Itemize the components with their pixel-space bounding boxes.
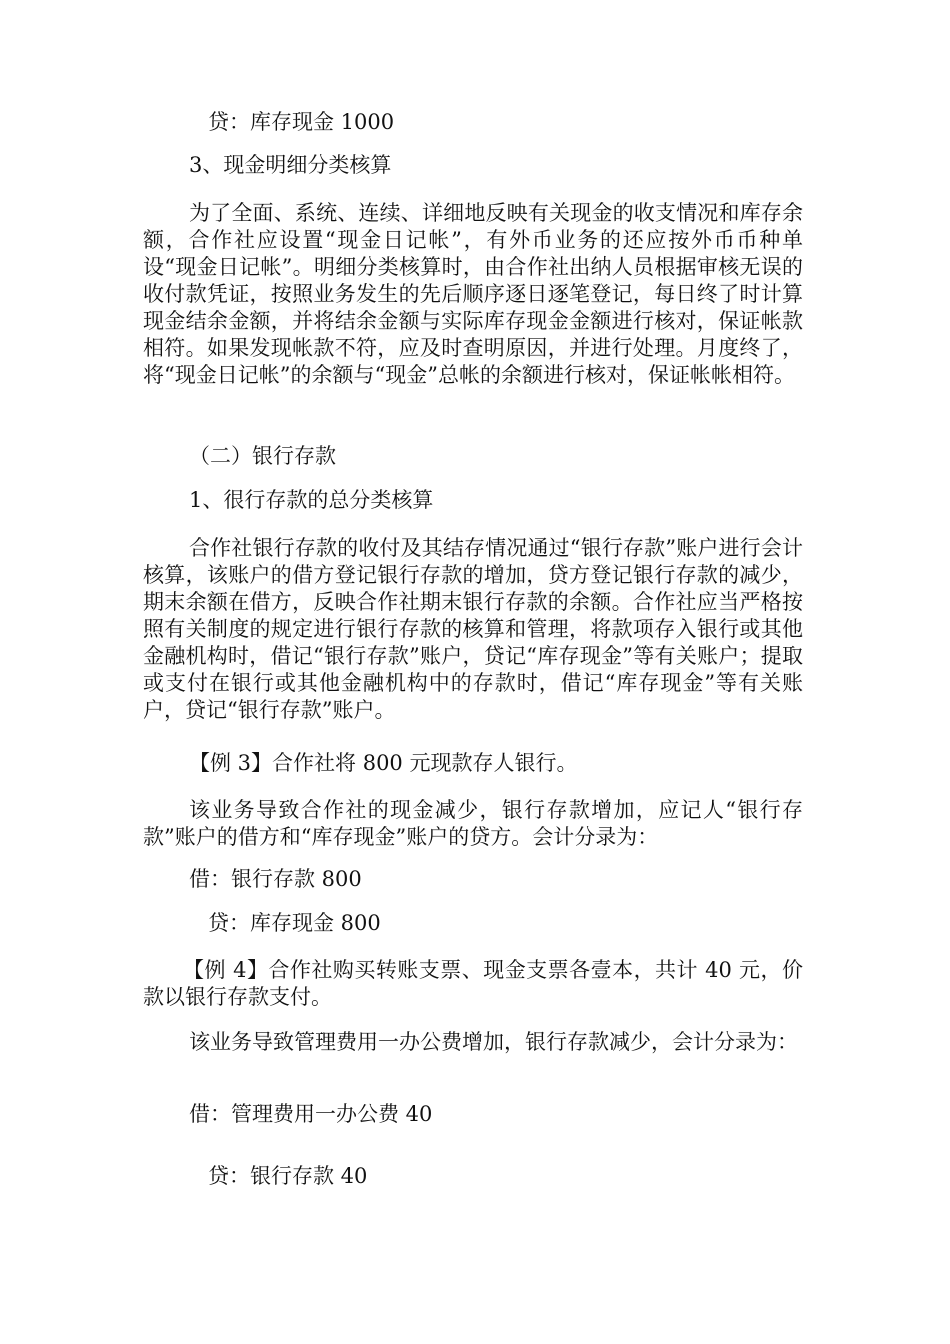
example-3: 【例 3】合作社将 800 元现款存人银行。 xyxy=(189,751,578,775)
paragraph-example-4-explanation: 该业务导致管理费用一办公费增加，银行存款减少，会计分录为： xyxy=(189,1030,798,1054)
heading-bank-deposits: （二）银行存款 xyxy=(189,444,336,468)
example-4: 【例 4】合作社购买转账支票、现金支票各壹本，共计 40 元，价款以银行存款支付。 xyxy=(143,958,803,1009)
paragraph-cash-journal: 为了全面、系统、连续、详细地反映有关现金的收支情况和库存余额，合作社应设置“现金日记帐”，有外币业务的还应按外币币种单设“现金日记帐”。明细分类核算时，由合作社出纳人员根据审核无误的收付款凭证，按照业务发生的先后顺序逐日逐笔登记，每日终了时计算现金结余金额，并将结余金额与实际库存现金金额进行核对，保证帐款相符。如果发现帐款不符，应及时查明原因，并进行处理。月度终了，将“现金日记帐”的余额与“现金”总帐的余额进行核对，保证帐帐相符。 xyxy=(143,201,803,387)
heading-cash-detail-accounting: 3、现金明细分类核算 xyxy=(189,153,392,177)
paragraph-example-3-explanation: 该业务导致合作社的现金减少，银行存款增加，应记人“银行存款”账户的借方和“库存现金”账户的贷方。会计分录为： xyxy=(143,798,803,849)
journal-credit-cash-800: 贷：库存现金 800 xyxy=(208,911,381,935)
heading-bank-general-accounting: 1、很行存款的总分类核算 xyxy=(189,488,434,512)
journal-credit-bank-40: 贷：银行存款 40 xyxy=(208,1164,368,1188)
paragraph-bank-deposit-account: 合作社银行存款的收付及其结存情况通过“银行存款”账户进行会计核算，该账户的借方登记银行存款的增加，贷方登记银行存款的减少，期末余额在借方，反映合作社期末银行存款的余额。合作社应当严格按照有关制度的规定进行银行存款的核算和管理，将款项存入银行或其他金融机构时，借记“银行存款”账户，贷记“库存现金”等有关账户；提取或支付在银行或其他金融机构中的存款时，借记“库存现金”等有关账户，贷记“银行存款”账户。 xyxy=(143,536,803,722)
journal-debit-admin-expense-40: 借：管理费用一办公费 40 xyxy=(189,1102,433,1126)
journal-debit-bank-800: 借：银行存款 800 xyxy=(189,867,362,891)
journal-credit-cash-1000: 贷：库存现金 1000 xyxy=(208,110,395,134)
